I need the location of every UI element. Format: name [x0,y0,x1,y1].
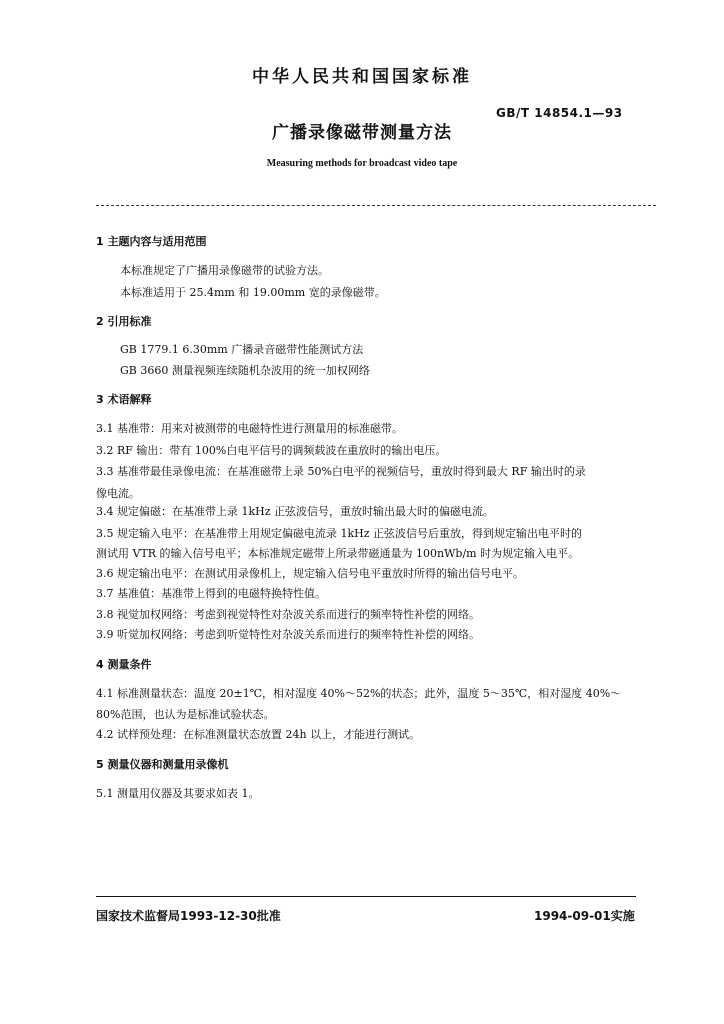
term-3-1: 3.1 基准带：用来对被测带的电磁特性进行测量用的标准磁带。 [96,422,403,435]
national-standard-heading: 中华人民共和国国家标准 [252,67,472,87]
section-1-paragraph-2: 本标准适用于 25.4mm 和 19.00mm 宽的录像磁带。 [120,286,386,299]
section-3-heading: 3 术语解释 [96,393,152,406]
term-3-2: 3.2 RF 输出：带有 100%白电平信号的调频载波在重放时的输出电压。 [96,444,447,457]
reference-1: GB 1779.1 6.30mm 广播录音磁带性能测试方法 [120,343,364,356]
implementation-date: 1994-09-01实施 [534,909,635,923]
condition-4-1-line-1: 4.1 标准测量状态：温度 20±1℃，相对湿度 40%～52%的状态；此外，温度 5～35℃，相对湿度 40%～ [96,687,622,700]
term-3-5-line-1: 3.5 规定输入电平：在基准带上用规定偏磁电流录 1kHz 正弦波信号后重放，得到规定输出电平时的 [96,527,583,540]
document-title: 广播录像磁带测量方法 [272,123,452,143]
section-1-heading: 1 主题内容与适用范围 [96,235,207,248]
instrument-5-1: 5.1 测量用仪器及其要求如表 1。 [96,787,260,800]
section-5-heading: 5 测量仪器和测量用录像机 [96,758,229,771]
section-4-heading: 4 测量条件 [96,658,152,671]
term-3-9: 3.9 听觉加权网络：考虑到听觉特性对杂波关系而进行的频率特性补偿的网络。 [96,628,480,641]
term-3-6: 3.6 规定输出电平：在测试用录像机上，规定输入信号电平重放时所得的输出信号电平。 [96,567,524,580]
term-3-3-line-1: 3.3 基准带最佳录像电流：在基准磁带上录 50%白电平的视频信号，重放时得到最大 RF 输出时的录 [96,465,586,478]
section-2-heading: 2 引用标准 [96,315,152,328]
term-3-8: 3.8 视觉加权网络：考虑到视觉特性对杂波关系而进行的频率特性补偿的网络。 [96,608,480,621]
standard-code: GB/T 14854.1—93 [496,106,623,120]
document-title-english: Measuring methods for broadcast video tape [266,158,458,169]
approval-date: 国家技术监督局1993-12-30批准 [96,909,281,923]
term-3-7: 3.7 基准值：基准带上得到的电磁特换特性值。 [96,587,326,600]
condition-4-1-line-2: 80%范围，也认为是标准试验状态。 [96,708,275,721]
reference-2: GB 3660 测量视频连续随机杂波用的统一加权网络 [120,364,370,377]
section-1-paragraph-1: 本标准规定了广播用录像磁带的试验方法。 [120,264,329,277]
term-3-3-line-2: 像电流。 [96,487,140,500]
term-3-4: 3.4 规定偏磁：在基准带上录 1kHz 正弦波信号，重放时输出最大时的偏磁电流。 [96,505,495,518]
footer-divider [96,896,636,897]
condition-4-2: 4.2 试样预处理：在标准测量状态放置 24h 以上，才能进行测试。 [96,728,421,741]
term-3-5-line-2: 测试用 VTR 的输入信号电平；本标准规定磁带上所录带磁通量为 100nWb/m 时为规定输入电平。 [96,547,580,560]
header-divider [96,205,656,206]
